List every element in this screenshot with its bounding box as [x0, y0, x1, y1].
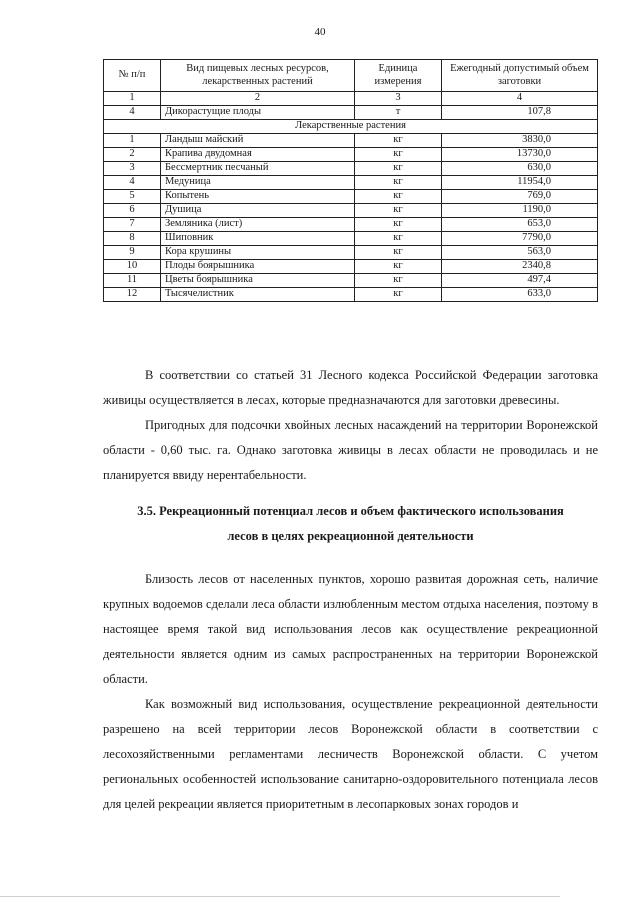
text-block-top [103, 363, 598, 488]
cell-volume: 1190,0 [442, 204, 598, 218]
cell-unit: кг [355, 162, 442, 176]
table-row [104, 288, 598, 302]
cell-name: Бессмертник песчаный [161, 162, 355, 176]
cell-name: Цветы боярышника [161, 274, 355, 288]
cell-unit: кг [355, 134, 442, 148]
cell-unit: кг [355, 260, 442, 274]
section-heading-line: лесов в целях рекреационной деятельности [227, 529, 474, 543]
cell-name: Тысячелистник [161, 288, 355, 302]
cell-unit: кг [355, 190, 442, 204]
cell-volume: 3830,0 [442, 134, 598, 148]
column-number: 3 [355, 92, 442, 106]
section-heading [103, 499, 598, 549]
cell-name: Плоды боярышника [161, 260, 355, 274]
column-number-row [104, 92, 598, 106]
cell-name: Земляника (лист) [161, 218, 355, 232]
table-row [104, 162, 598, 176]
cell-no: 12 [104, 288, 161, 302]
paragraph: Как возможный вид использования, осуществление рекреационной деятельности разрешено на всей территории лесов Воронежской области в соответствии с лесохозяйственными регламентами лесничеств Воронежской области. С учетом региональных особенностей использование санитарно-оздоровительного потенциала лесов для целей рекреации является приоритетным в лесопарковых зонах городов и [103, 697, 598, 811]
cell-no: 7 [104, 218, 161, 232]
cell-unit: кг [355, 218, 442, 232]
cell-name: Душица [161, 204, 355, 218]
cell-name: Дикорастущие плоды [161, 106, 355, 120]
cell-volume: 2340,8 [442, 260, 598, 274]
cell-volume: 653,0 [442, 218, 598, 232]
cell-unit: кг [355, 204, 442, 218]
cell-name: Крапива двудомная [161, 148, 355, 162]
section-heading-line: 3.5. Рекреационный потенциал лесов и объем фактического использования [137, 504, 564, 518]
column-number: 4 [442, 92, 598, 106]
header-volume: Ежегодный допустимый объем заготовки [442, 60, 598, 92]
column-number: 1 [104, 92, 161, 106]
paragraph: Близость лесов от населенных пунктов, хорошо развитая дорожная сеть, наличие крупных водоемов сделали леса области излюбленным местом отдыха населения, поэтому в настоящее время такой вид использования лесов как осуществление рекреационной деятельности является одним из самых распространенных на территории Воронежской области. [103, 572, 598, 686]
cell-unit: кг [355, 232, 442, 246]
table-row [104, 232, 598, 246]
cell-no: 3 [104, 162, 161, 176]
table-row [104, 246, 598, 260]
cell-no: 9 [104, 246, 161, 260]
cell-volume: 11954,0 [442, 176, 598, 190]
cell-no: 2 [104, 148, 161, 162]
table-body [104, 92, 598, 302]
table-row [104, 176, 598, 190]
table-row [104, 106, 598, 120]
table-row [104, 190, 598, 204]
cell-volume: 107,8 [442, 106, 598, 120]
table-row [104, 134, 598, 148]
table-row [104, 218, 598, 232]
cell-unit: кг [355, 288, 442, 302]
table-row [104, 260, 598, 274]
header-name: Вид пищевых лесных ресурсов, лекарственных растений [161, 60, 355, 92]
cell-no: 4 [104, 106, 161, 120]
table-row [104, 148, 598, 162]
cell-volume: 13730,0 [442, 148, 598, 162]
table-row [104, 204, 598, 218]
table-header-row [104, 60, 598, 92]
cell-unit: кг [355, 148, 442, 162]
column-number: 2 [161, 92, 355, 106]
header-no: № п/п [104, 60, 161, 92]
cell-no: 6 [104, 204, 161, 218]
section-title: Лекарственные растения [104, 120, 598, 134]
cell-no: 5 [104, 190, 161, 204]
header-unit: Единица измерения [355, 60, 442, 92]
cell-volume: 630,0 [442, 162, 598, 176]
cell-name: Шиповник [161, 232, 355, 246]
cell-no: 1 [104, 134, 161, 148]
cell-volume: 633,0 [442, 288, 598, 302]
cell-no: 8 [104, 232, 161, 246]
paragraph: В соответствии со статьей 31 Лесного кодекса Российской Федерации заготовка живицы осуществляется в лесах, которые предназначаются для заготовки древесины. [103, 368, 598, 407]
page-number: 40 [314, 26, 326, 38]
cell-no: 11 [104, 274, 161, 288]
cell-unit: т [355, 106, 442, 120]
cell-name: Медуница [161, 176, 355, 190]
cell-name: Кора крушины [161, 246, 355, 260]
cell-no: 10 [104, 260, 161, 274]
cell-volume: 769,0 [442, 190, 598, 204]
cell-volume: 497,4 [442, 274, 598, 288]
page-bottom-rule [0, 896, 560, 897]
paragraph: Пригодных для подсочки хвойных лесных насаждений на территории Воронежской области - 0,60 тыс. га. Однако заготовка живицы в лесах области не проводилась и не планируется ввиду нерентабельности. [103, 418, 598, 482]
cell-unit: кг [355, 274, 442, 288]
cell-no: 4 [104, 176, 161, 190]
cell-unit: кг [355, 246, 442, 260]
table-row [104, 274, 598, 288]
cell-volume: 563,0 [442, 246, 598, 260]
cell-unit: кг [355, 176, 442, 190]
text-block-bottom [103, 567, 598, 817]
cell-name: Ландыш майский [161, 134, 355, 148]
cell-volume: 7790,0 [442, 232, 598, 246]
resources-table [103, 59, 598, 302]
section-row [104, 120, 598, 134]
cell-name: Копытень [161, 190, 355, 204]
